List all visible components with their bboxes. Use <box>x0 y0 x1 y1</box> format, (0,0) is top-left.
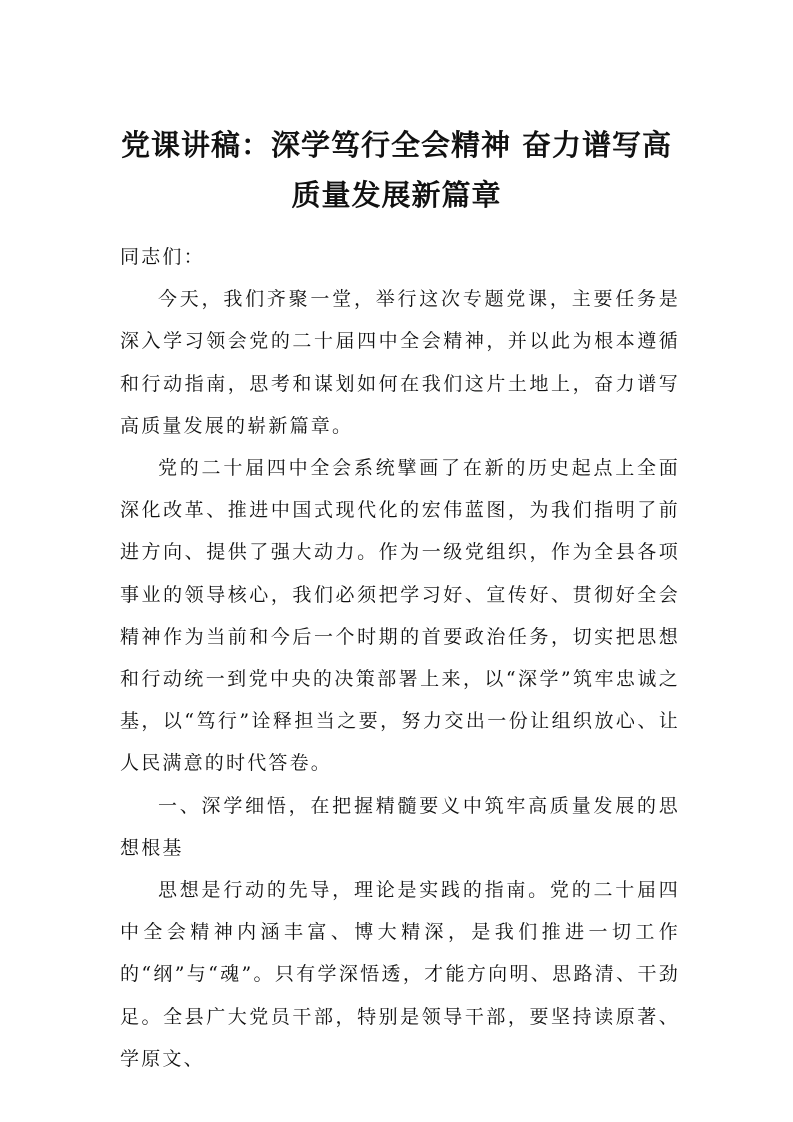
section-heading-1: 一、深学细悟，在把握精髓要义中筑牢高质量发展的思想根基 <box>120 794 680 859</box>
document-title-line-2: 质量发展新篇章 <box>291 178 502 212</box>
paragraph-section-1: 思想是行动的先导，理论是实践的指南。党的二十届四中全会精神内涵丰富、博大精深，是我们推进一切工作的“纲”与“魂”。只有学深悟透，才能方向明、思路清、干劲足。全县广大党员干部，特别是领导干部，要坚持读原著、学原文、 <box>120 879 680 1070</box>
paragraph-intro: 今天，我们齐聚一堂，举行这次专题党课，主要任务是深入学习领会党的二十届四中全会精神，并以此为根本遵循和行动指南，思考和谋划如何在我们这片土地上，奋力谱写高质量发展的崭新篇章。 <box>120 288 680 437</box>
paragraph-background: 党的二十届四中全会系统擘画了在新的历史起点上全面深化改革、推进中国式现代化的宏伟蓝图，为我们指明了前进方向、提供了强大动力。作为一级党组织，作为全县各项事业的领导核心，我们必须把学习好、宣传好、贯彻好全会精神作为当前和今后一个时期的首要政治任务，切实把思想和行动统一到党中央的决策部署上来，以“深学”筑牢忠诚之基，以“笃行”诠释担当之要，努力交出一份让组织放心、让人民满意的时代答卷。 <box>120 457 680 775</box>
document-body <box>120 236 680 1080</box>
salutation: 同志们： <box>120 246 205 268</box>
document-title-line-1: 党课讲稿：深学笃行全会精神 奋力谱写高 <box>120 128 673 162</box>
